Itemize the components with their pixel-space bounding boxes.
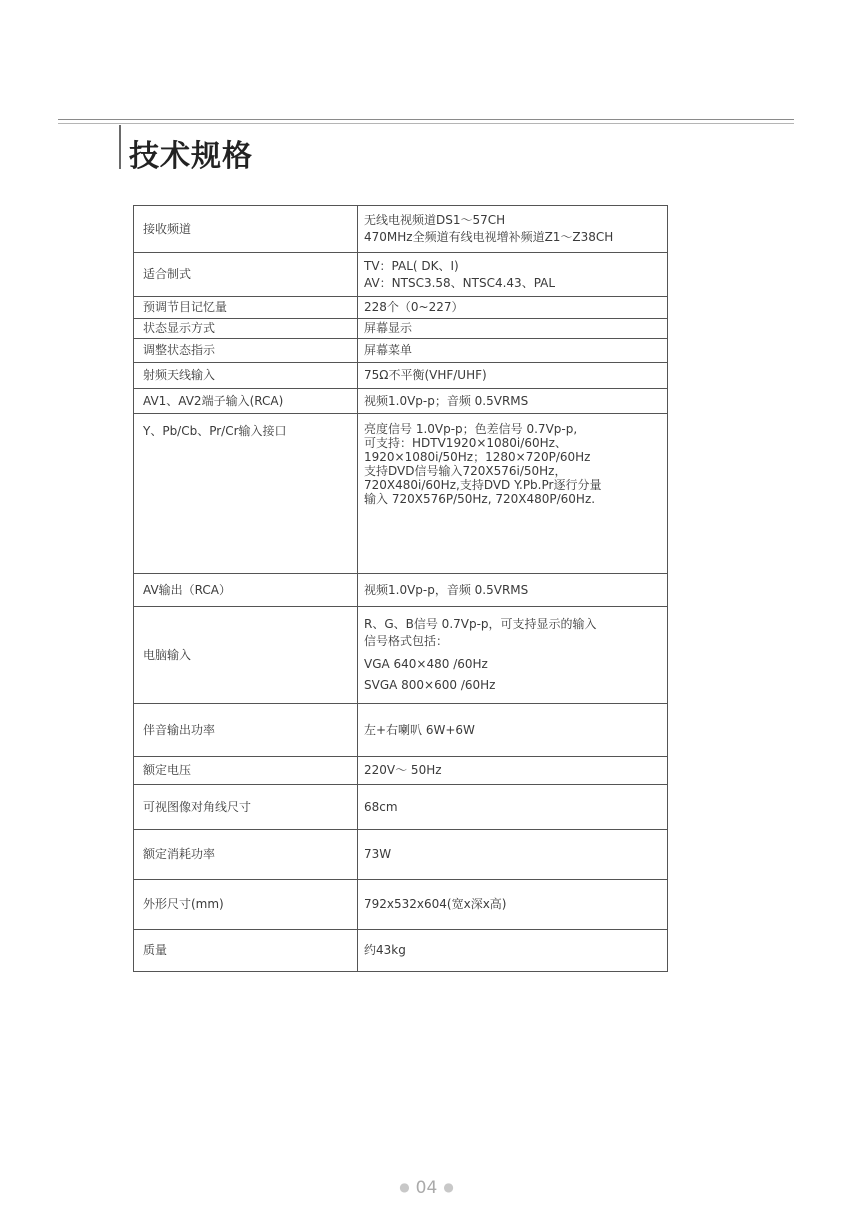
table-row <box>134 339 668 363</box>
table-row <box>134 363 668 389</box>
spec-value-line: 视频1.0Vp-p，音频 0.5VRMS <box>364 582 529 597</box>
spec-label: 接收频道 <box>134 206 358 253</box>
spec-value-line: TV：PAL( DK、I) <box>364 258 459 273</box>
page-title: 技术规格 <box>129 139 253 174</box>
spec-value <box>358 206 668 253</box>
spec-value <box>358 607 668 704</box>
spec-label: 外形尺寸(mm) <box>134 880 358 930</box>
table-row <box>134 757 668 785</box>
table-row <box>134 607 668 704</box>
table-row <box>134 414 668 574</box>
spec-value-line: 视频1.0Vp-p；音频 0.5VRMS <box>364 393 529 408</box>
spec-value-line: 1920×1080i/50Hz；1280×720P/60Hz <box>364 450 591 464</box>
spec-value-line: 输入 720X576P/50Hz, 720X480P/60Hz. <box>364 492 596 506</box>
table-row <box>134 880 668 930</box>
spec-value-line: 73W <box>364 847 392 861</box>
table-row <box>134 704 668 757</box>
spec-value-line: 470MHz全频道有线电视增补频道Z1～Z38CH <box>364 230 614 244</box>
spec-value <box>358 830 668 880</box>
spec-value-line: 220V～ 50Hz <box>364 763 442 777</box>
spec-value <box>358 785 668 830</box>
spec-value <box>358 880 668 930</box>
spec-value-line: 屏幕菜单 <box>364 343 413 357</box>
spec-label: Y、Pb/Cb、Pr/Cr输入接口 <box>134 414 358 574</box>
spec-value <box>358 414 668 574</box>
table-row <box>134 389 668 414</box>
spec-label: 预调节目记忆量 <box>134 297 358 319</box>
page-number <box>0 1178 853 1198</box>
spec-label: 伴音输出功率 <box>134 704 358 757</box>
table-row <box>134 206 668 253</box>
spec-value-line: 68cm <box>364 799 398 814</box>
header-rule-bottom <box>58 123 794 124</box>
spec-value <box>358 704 668 757</box>
spec-value-line: 约43kg <box>364 943 406 957</box>
spec-label: 状态显示方式 <box>134 319 358 339</box>
spec-value-line: 左+右喇叭 6W+6W <box>364 722 475 737</box>
table-row <box>134 785 668 830</box>
spec-label: 质量 <box>134 930 358 972</box>
table-row <box>134 253 668 297</box>
bullet-dot-right: ● <box>443 1180 454 1194</box>
spec-value-line: VGA 640×480 /60Hz <box>364 657 488 671</box>
spec-value-line: 亮度信号 1.0Vp-p；色差信号 0.7Vp-p, <box>364 422 578 436</box>
spec-label: 可视图像对角线尺寸 <box>134 785 358 830</box>
header-rule-top <box>58 119 794 120</box>
spec-value <box>358 253 668 297</box>
spec-value <box>358 363 668 389</box>
spec-value <box>358 389 668 414</box>
spec-value <box>358 319 668 339</box>
spec-table <box>133 205 668 972</box>
spec-value-line: R、G、B信号 0.7Vp-p，可支持显示的输入 <box>364 617 597 631</box>
spec-value-line: 720X480i/60Hz,支持DVD Y.Pb.Pr逐行分量 <box>364 478 602 492</box>
table-row <box>134 297 668 319</box>
page-number-text: 04 <box>415 1178 438 1198</box>
spec-value <box>358 930 668 972</box>
spec-value-line: AV：NTSC3.58、NTSC4.43、PAL <box>364 275 556 290</box>
spec-label: 额定消耗功率 <box>134 830 358 880</box>
spec-value-line: 228个（0~227） <box>364 300 464 314</box>
spec-label: 额定电压 <box>134 757 358 785</box>
bullet-dot-left: ● <box>399 1180 410 1194</box>
spec-value <box>358 757 668 785</box>
spec-value <box>358 574 668 607</box>
table-row <box>134 319 668 339</box>
spec-value-line: SVGA 800×600 /60Hz <box>364 678 496 692</box>
spec-value-line: 792x532x604(宽x深x高) <box>364 897 507 911</box>
table-row <box>134 830 668 880</box>
spec-value <box>358 297 668 319</box>
spec-label: AV输出（RCA） <box>134 574 358 607</box>
spec-value-line: 屏幕显示 <box>364 321 413 335</box>
spec-label: 调整状态指示 <box>134 339 358 363</box>
spec-value-line: 75Ω不平衡(VHF/UHF) <box>364 368 487 382</box>
spec-value <box>358 339 668 363</box>
spec-label: 射频天线输入 <box>134 363 358 389</box>
spec-label: AV1、AV2端子输入(RCA) <box>134 389 358 414</box>
spec-value-line: 无线电视频道DS1～57CH <box>364 213 506 227</box>
spec-value-line: 可支持：HDTV1920×1080i/60Hz、 <box>364 436 567 450</box>
spec-value-line: 信号格式包括： <box>364 634 449 648</box>
spec-label: 电脑输入 <box>134 607 358 704</box>
spec-label: 适合制式 <box>134 253 358 297</box>
title-accent-bar <box>119 125 121 169</box>
spec-value-line: 支持DVD信号输入720X576i/50Hz， <box>364 464 567 478</box>
table-row <box>134 930 668 972</box>
table-row <box>134 574 668 607</box>
